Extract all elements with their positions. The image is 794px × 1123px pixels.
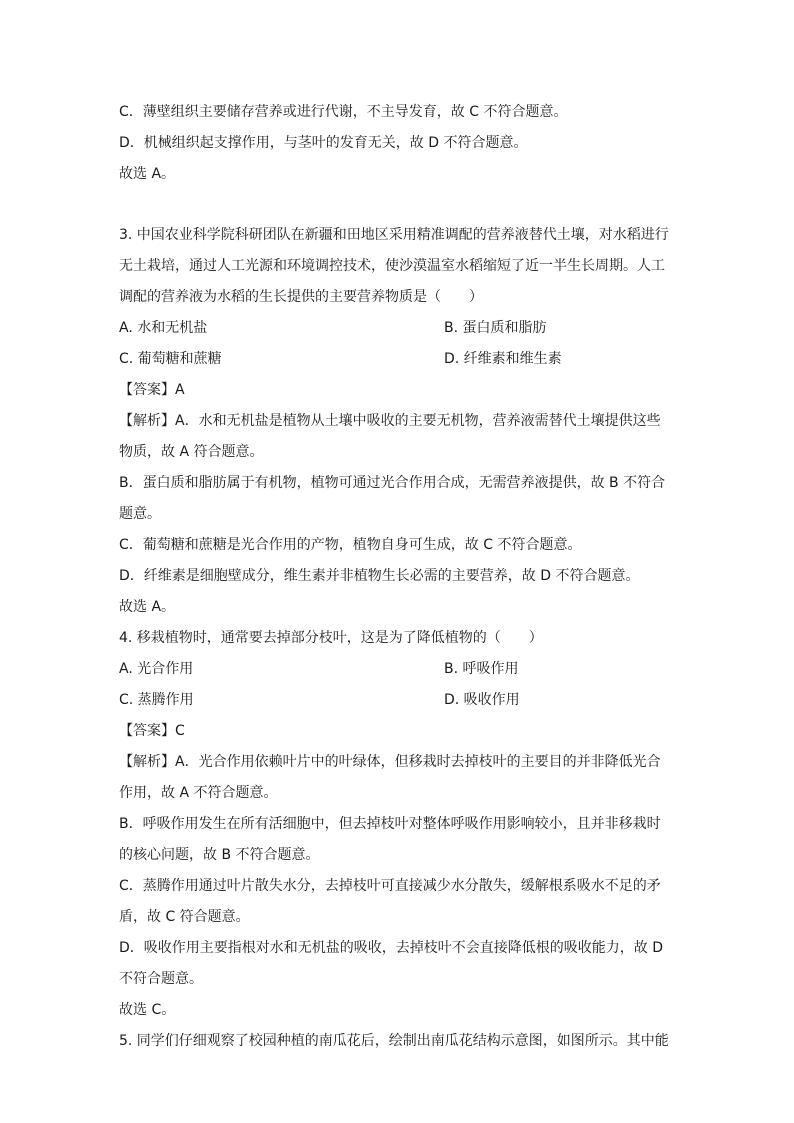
q2-conclusion: 故选 A。 (119, 166, 176, 182)
q3-stem-line-3: 调配的营养液为水稻的生长提供的主要营养物质是（ ） (119, 289, 483, 305)
q3-option-b: B. 蛋白质和脂肪 (444, 320, 547, 336)
q5-stem-line-1: 5. 同学们仔细观察了校园种植的南瓜花后，绘制出南瓜花结构示意图，如图所示。其中能 (119, 1033, 669, 1049)
q4-option-a: A. 光合作用 (119, 661, 194, 677)
q3-explanation-b-line-2: 题意。 (119, 506, 161, 522)
q4-answer: 【答案】C (119, 723, 185, 739)
q4-explanation-d-line-1: D．吸收作用主要指根对水和无机盐的吸收，去掉枝叶不会直接降低根的吸收能力，故 D (119, 940, 664, 956)
q4-explanation-c-line-2: 盾，故 C 符合题意。 (119, 909, 250, 925)
q3-option-d: D. 纤维素和维生素 (444, 351, 562, 367)
q4-explanation-b-line-2: 的核心问题，故 B 不符合题意。 (119, 847, 320, 863)
q4-option-c: C. 蒸腾作用 (119, 692, 194, 708)
q3-explanation-d: D．纤维素是细胞壁成分，维生素并非植物生长必需的主要营养，故 D 不符合题意。 (119, 568, 640, 584)
q3-option-a: A. 水和无机盐 (119, 320, 208, 336)
q4-option-d: D. 吸收作用 (444, 692, 520, 708)
q3-stem-line-2: 无土栽培，通过人工光源和环境调控技术，使沙漠温室水稻缩短了近一半生长周期。人工 (119, 258, 665, 274)
q3-explanation-b-line-1: B．蛋白质和脂肪属于有机物，植物可通过光合作用合成，无需营养液提供，故 B 不符合 (119, 475, 666, 491)
q4-explanation-c-line-1: C．蒸腾作用通过叶片散失水分，去掉枝叶可直接减少水分散失，缓解根系吸水不足的矛 (119, 878, 661, 894)
q3-explanation-a-line-2: 物质，故 A 符合题意。 (119, 444, 264, 460)
q4-explanation-d-line-2: 不符合题意。 (119, 971, 203, 987)
q3-option-c: C. 葡萄糖和蔗糖 (119, 351, 222, 367)
q3-explanation-c: C．葡萄糖和蔗糖是光合作用的产物，植物自身可生成，故 C 不符合题意。 (119, 537, 582, 553)
q3-conclusion: 故选 A。 (119, 599, 176, 615)
q4-explanation-a-line-2: 作用，故 A 不符合题意。 (119, 785, 278, 801)
q3-explanation-a-line-1: 【解析】A．水和无机盐是植物从土壤中吸收的主要无机物，营养液需替代土壤提供这些 (119, 413, 661, 429)
q4-explanation-b-line-1: B．呼吸作用发生在所有活细胞中，但去掉枝叶对整体呼吸作用影响较小，且并非移栽时 (119, 816, 661, 832)
q4-option-b: B. 呼吸作用 (444, 661, 519, 677)
q2-explanation-c: C．薄壁组织主要储存营养或进行代谢，不主导发育，故 C 不符合题意。 (119, 104, 568, 120)
q3-answer: 【答案】A (119, 382, 185, 398)
q4-conclusion: 故选 C。 (119, 1002, 176, 1018)
q4-explanation-a-line-1: 【解析】A．光合作用依赖叶片中的叶绿体，但移栽时去掉枝叶的主要目的并非降低光合 (119, 754, 661, 770)
q4-stem: 4. 移栽植物时，通常要去掉部分枝叶，这是为了降低植物的（ ） (119, 630, 543, 646)
q3-stem-line-1: 3. 中国农业科学院科研团队在新疆和田地区采用精准调配的营养液替代土壤，对水稻进行 (119, 227, 669, 243)
q2-explanation-d: D．机械组织起支撑作用，与茎叶的发育无关，故 D 不符合题意。 (119, 135, 528, 151)
